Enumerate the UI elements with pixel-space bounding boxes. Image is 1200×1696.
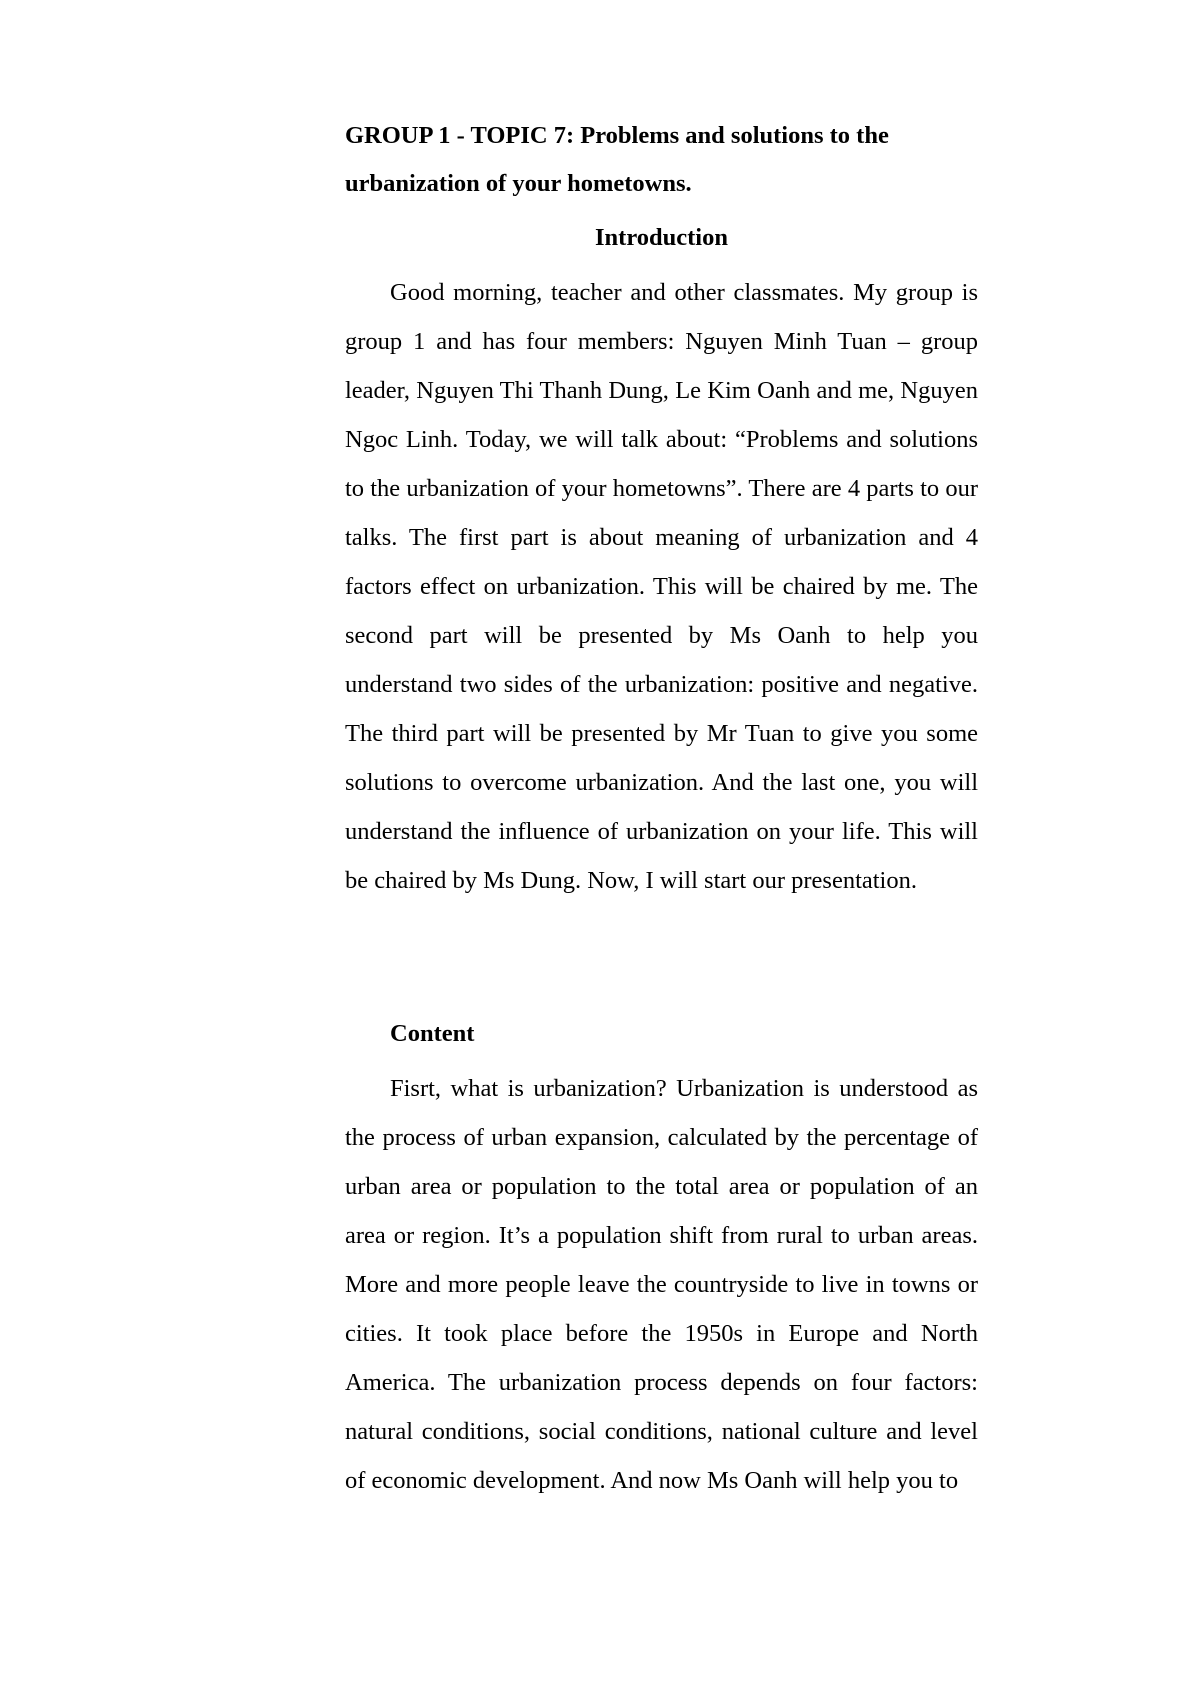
introduction-paragraph: Good morning, teacher and other classmates. My group is group 1 and has four members: Nguyen Minh Tuan – group leader, Nguyen Thi Thanh Dung, Le Kim Oanh and me, Nguyen Ngoc Linh. Today, we will talk about: “Problems and solutions to the urbanization of your hometowns”. There are 4 parts to our talks. The first part is about meaning of urbanization and 4 factors effect on urbanization. This will be chaired by me. The second part will be presented by Ms Oanh to help you understand two sides of the urbanization: positive and negative. The third part will be presented by Mr Tuan to give you some solutions to overcome urbanization. And the last one, you will understand the influence of urbanization on your life. This will be chaired by Ms Dung. Now, I will start our presentation.: [345, 279, 978, 894]
section-heading-introduction: Introduction: [595, 224, 728, 251]
content-paragraph: Fisrt, what is urbanization? Urbanization is understood as the process of urban expansion, calculated by the percentage of urban area or population to the total area or population of an area or region. It’s a population shift from rural to urban areas. More and more people leave the countryside to live in towns or cities. It took place before the 1950s in Europe and North America. The urbanization process depends on four factors: natural conditions, social conditions, national culture and level of economic development. And now Ms Oanh will help you to: [345, 1075, 978, 1494]
section-heading-content: Content: [390, 1020, 475, 1047]
document-title: GROUP 1 - TOPIC 7: Problems and solutions to the urbanization of your hometowns.: [345, 122, 889, 197]
